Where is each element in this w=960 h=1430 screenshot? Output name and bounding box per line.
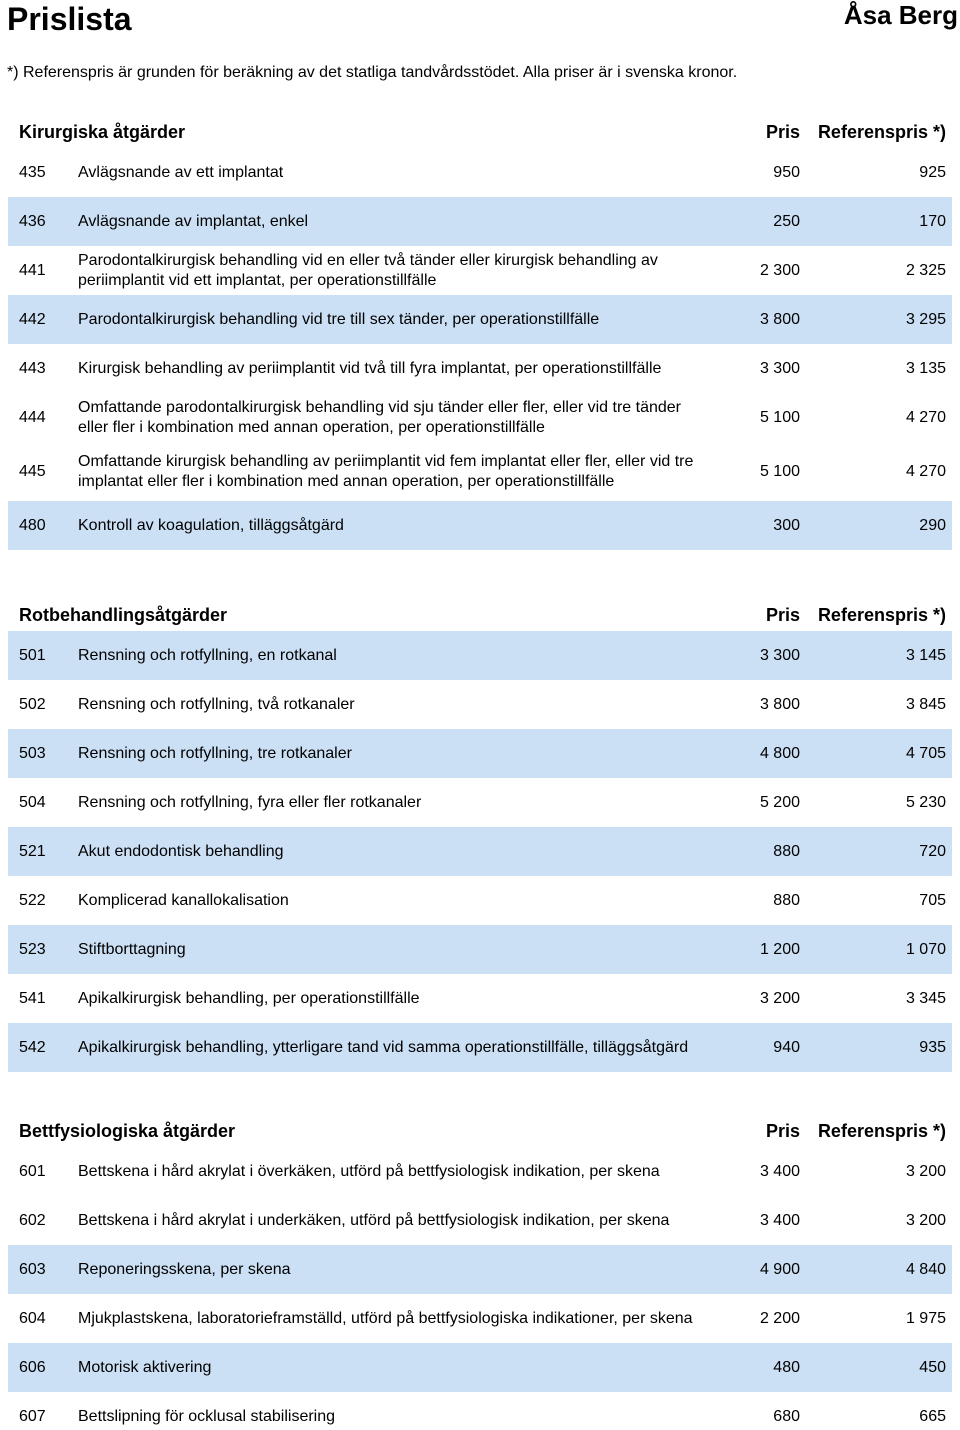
treatment-description: Rensning och rotfyllning, tre rotkanaler <box>78 744 352 762</box>
treatment-description: Kirurgisk behandling av periimplantit vid två till fyra implantat, per operationstillfälle <box>78 359 662 377</box>
treatment-code: 443 <box>19 359 46 377</box>
treatment-code: 435 <box>19 163 46 181</box>
treatment-code: 502 <box>19 695 46 713</box>
treatment-description: Apikalkirurgisk behandling, per operationstillfälle <box>78 989 420 1007</box>
price-value: 2 200 <box>759 1309 800 1327</box>
section-header <box>8 601 952 631</box>
price-value: 300 <box>773 516 800 534</box>
price-value: 3 800 <box>759 695 800 713</box>
treatment-code: 521 <box>19 842 46 860</box>
section-title: Bettfysiologiska åtgärder <box>19 1121 236 1141</box>
reference-price-value: 4 270 <box>905 408 946 426</box>
price-row <box>8 1147 952 1196</box>
treatment-code: 480 <box>19 516 46 534</box>
treatment-code: 445 <box>19 462 46 480</box>
price-value: 950 <box>773 163 800 181</box>
price-value: 940 <box>773 1038 800 1056</box>
price-value: 3 200 <box>759 989 800 1007</box>
treatment-code: 444 <box>19 408 46 426</box>
treatment-code: 436 <box>19 212 46 230</box>
treatment-description: Avlägsnande av implantat, enkel <box>78 212 309 230</box>
price-value: 3 300 <box>759 646 800 664</box>
treatment-code: 606 <box>19 1358 46 1376</box>
reference-price-value: 720 <box>919 842 946 860</box>
price-value: 4 800 <box>759 744 800 762</box>
treatment-code: 601 <box>19 1162 46 1180</box>
reference-price-value: 4 705 <box>905 744 946 762</box>
price-row <box>8 197 952 246</box>
price-row <box>8 876 952 925</box>
treatment-description: Bettslipning för ocklusal stabilisering <box>78 1407 336 1425</box>
price-row <box>8 1343 952 1392</box>
treatment-description: Avlägsnande av ett implantat <box>78 163 284 181</box>
reference-price-value: 170 <box>919 212 946 230</box>
reference-price-value: 3 200 <box>905 1162 946 1180</box>
reference-price-value: 3 145 <box>905 646 946 664</box>
section-header <box>8 1117 952 1147</box>
reference-price-value: 3 295 <box>905 310 946 328</box>
price-value: 3 400 <box>759 1211 800 1229</box>
price-row <box>8 442 952 501</box>
treatment-code: 602 <box>19 1211 46 1229</box>
price-column-header: Pris <box>765 605 800 625</box>
price-value: 1 200 <box>759 940 800 958</box>
section-bettfysiologi <box>8 1117 952 1430</box>
treatment-code: 442 <box>19 310 46 328</box>
section-rotbehandling <box>8 601 952 1072</box>
reference-price-value: 450 <box>919 1358 946 1376</box>
price-value: 680 <box>773 1407 800 1425</box>
reference-price-value: 665 <box>919 1407 946 1425</box>
price-row <box>8 631 952 680</box>
treatment-description: Parodontalkirurgisk behandling vid en eller två tänder eller kirurgisk behandling av periimplantit vid ett implantat, per operationstillfälle <box>78 251 658 289</box>
reference-price-value: 2 325 <box>905 261 946 279</box>
reference-price-value: 4 270 <box>905 462 946 480</box>
price-value: 3 300 <box>759 359 800 377</box>
price-value: 4 900 <box>759 1260 800 1278</box>
treatment-description: Stiftborttagning <box>78 940 186 958</box>
treatment-description: Rensning och rotfyllning, fyra eller fler rotkanaler <box>78 793 422 811</box>
price-value: 3 800 <box>759 310 800 328</box>
page-title: Prislista <box>7 1 132 37</box>
treatment-code: 441 <box>19 261 46 279</box>
reference-price-column-header: Referenspris *) <box>817 1121 946 1141</box>
price-row <box>8 925 952 974</box>
price-column-header: Pris <box>765 1121 800 1141</box>
treatment-code: 541 <box>19 989 46 1007</box>
price-row <box>8 827 952 876</box>
treatment-description: Akut endodontisk behandling <box>78 842 284 860</box>
price-value: 880 <box>773 842 800 860</box>
price-value: 5 200 <box>759 793 800 811</box>
treatment-code: 604 <box>19 1309 46 1327</box>
reference-price-value: 5 230 <box>905 793 946 811</box>
treatment-code: 603 <box>19 1260 46 1278</box>
treatment-code: 607 <box>19 1407 46 1425</box>
reference-price-value: 705 <box>919 891 946 909</box>
reference-price-value: 290 <box>919 516 946 534</box>
section-header <box>8 118 952 148</box>
reference-price-value: 3 200 <box>905 1211 946 1229</box>
price-row <box>8 148 952 197</box>
price-value: 5 100 <box>759 408 800 426</box>
price-value: 3 400 <box>759 1162 800 1180</box>
reference-price-value: 4 840 <box>905 1260 946 1278</box>
treatment-code: 501 <box>19 646 46 664</box>
price-value: 2 300 <box>759 261 800 279</box>
reference-price-value: 1 975 <box>905 1309 946 1327</box>
price-value: 880 <box>773 891 800 909</box>
treatment-code: 503 <box>19 744 46 762</box>
treatment-description: Mjukplastskena, laboratorieframställd, utförd på bettfysiologiska indikationer, per skena <box>78 1309 693 1327</box>
price-row <box>8 974 952 1023</box>
price-row <box>8 1245 952 1294</box>
price-value: 480 <box>773 1358 800 1376</box>
price-value: 5 100 <box>759 462 800 480</box>
price-row <box>8 393 952 442</box>
reference-price-column-header: Referenspris *) <box>817 122 946 142</box>
price-row <box>8 501 952 550</box>
treatment-description: Apikalkirurgisk behandling, ytterligare tand vid samma operationstillfälle, tilläggsåtgärd <box>78 1038 689 1056</box>
price-row <box>8 1196 952 1245</box>
price-row <box>8 246 952 295</box>
treatment-description: Komplicerad kanallokalisation <box>78 891 289 909</box>
section-title: Rotbehandlingsåtgärder <box>19 605 228 625</box>
treatment-description: Omfattande parodontalkirurgisk behandling vid sju tänder eller fler, eller vid tre tänder eller fler i kombination med annan operation, per operationstillfälle <box>78 398 681 436</box>
reference-price-value: 3 845 <box>905 695 946 713</box>
treatment-description: Reponeringsskena, per skena <box>78 1260 291 1278</box>
treatment-description: Rensning och rotfyllning, två rotkanaler <box>78 695 355 713</box>
price-row <box>8 778 952 827</box>
reference-price-value: 1 070 <box>905 940 946 958</box>
treatment-description: Motorisk aktivering <box>78 1358 212 1376</box>
price-row <box>8 1392 952 1430</box>
treatment-description: Kontroll av koagulation, tilläggsåtgärd <box>78 516 344 534</box>
treatment-code: 523 <box>19 940 46 958</box>
price-value: 250 <box>773 212 800 230</box>
price-row <box>8 680 952 729</box>
reference-price-value: 3 345 <box>905 989 946 1007</box>
treatment-code: 504 <box>19 793 46 811</box>
section-title: Kirurgiska åtgärder <box>19 122 186 142</box>
treatment-code: 542 <box>19 1038 46 1056</box>
section-kirurgiska <box>8 118 952 550</box>
clinic-name: Åsa Berg <box>843 0 958 30</box>
treatment-code: 522 <box>19 891 46 909</box>
price-row <box>8 1294 952 1343</box>
treatment-description: Rensning och rotfyllning, en rotkanal <box>78 646 337 664</box>
reference-price-column-header: Referenspris *) <box>817 605 946 625</box>
treatment-description: Bettskena i hård akrylat i underkäken, utförd på bettfysiologisk indikation, per skena <box>78 1211 670 1229</box>
treatment-description: Omfattande kirurgisk behandling av periimplantit vid fem implantat eller fler, eller vid tre implantat eller fler i kombination med annan operation, per operationstillfälle <box>78 452 694 490</box>
treatment-description: Parodontalkirurgisk behandling vid tre till sex tänder, per operationstillfälle <box>78 310 600 328</box>
price-row <box>8 344 952 393</box>
price-row <box>8 295 952 344</box>
reference-price-value: 925 <box>919 163 946 181</box>
treatment-description: Bettskena i hård akrylat i överkäken, utförd på bettfysiologisk indikation, per skena <box>78 1162 660 1180</box>
price-column-header: Pris <box>765 122 800 142</box>
reference-price-value: 3 135 <box>905 359 946 377</box>
price-row <box>8 729 952 778</box>
price-row <box>8 1023 952 1072</box>
reference-price-value: 935 <box>919 1038 946 1056</box>
reference-price-note: *) Referenspris är grunden för beräkning av det statliga tandvårdsstödet. Alla priser är i svenska kronor. <box>7 64 738 81</box>
